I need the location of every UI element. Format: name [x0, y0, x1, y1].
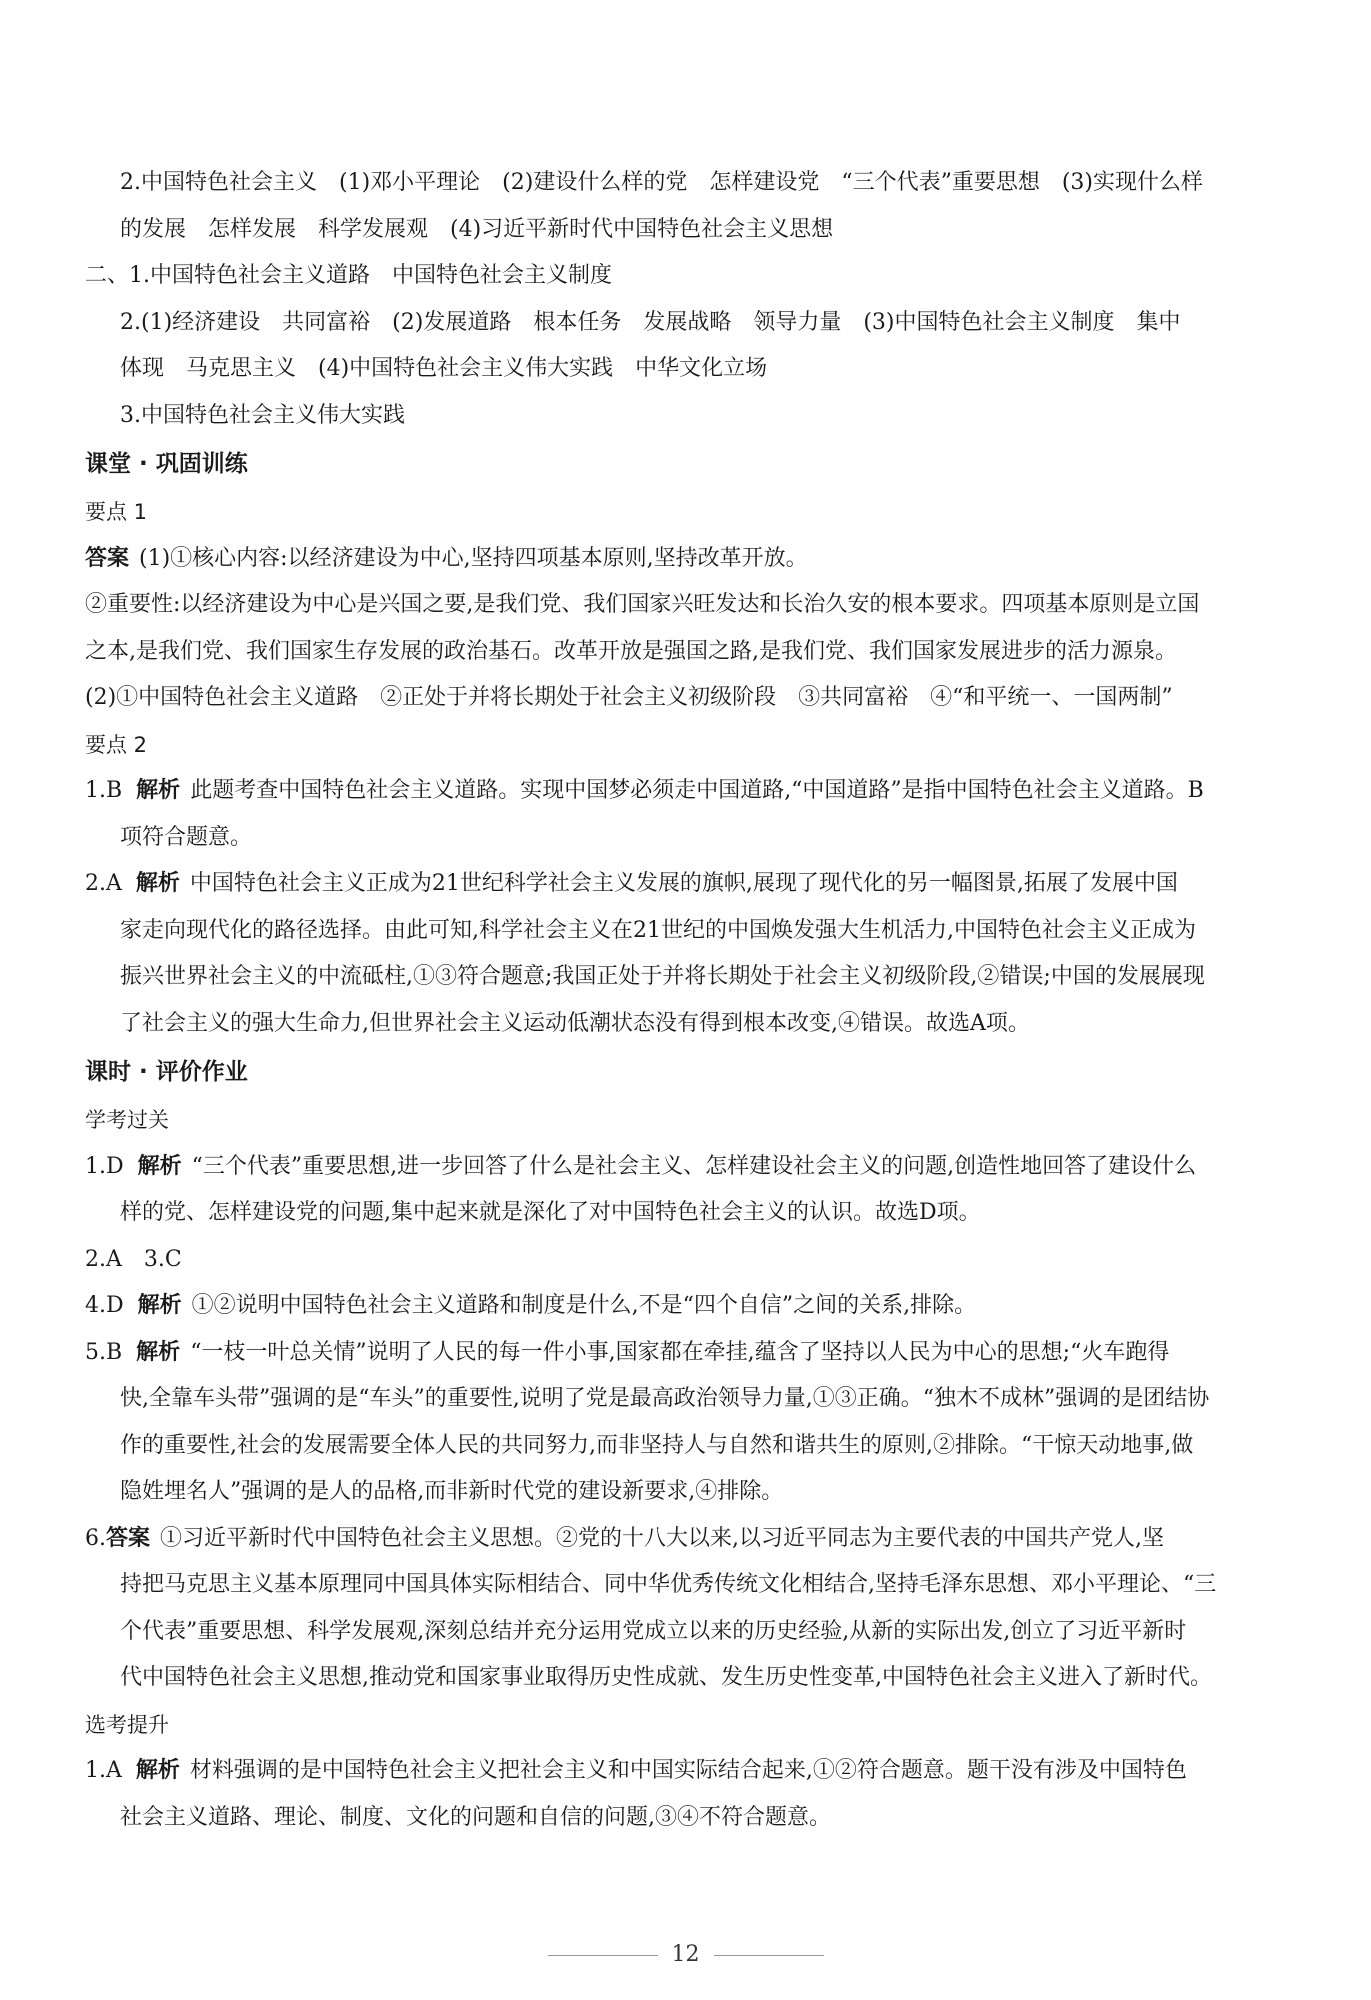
answer-line: 2.中国特色社会主义 (1)邓小平理论 (2)建设什么样的党 怎样建设党 “三个代表”重要思想 (3)实现什么样 [120, 170, 1203, 195]
section-heading-homework: 课时 · 评价作业 [85, 1059, 248, 1085]
text: “三个代表”重要思想,进一步回答了什么是社会主义、怎样建设社会主义的问题,创造性地回答了建设什么 [191, 1153, 1197, 1179]
text: 此题考查中国特色社会主义道路。实现中国梦必须走中国道路,“中国道路”是指中国特色社会主义道路。B [190, 778, 1204, 803]
point1-line: ②重要性:以经济建设为中心是兴国之要,是我们党、我们国家兴旺发达和长治久安的根本要求。四项基本原则是立国 [85, 592, 1200, 617]
analysis-label: 解析 [137, 1153, 182, 1179]
question-line: 振兴世界社会主义的中流砥柱,①③符合题意;我国正处于并将长期处于社会主义初级阶段,②错误;中国的发展展现 [120, 964, 1205, 989]
question-line [85, 768, 1245, 815]
question-line: 2.A 3.C [85, 1246, 182, 1272]
analysis-label: 解析 [136, 778, 181, 803]
page-footer [0, 1942, 1371, 1967]
question-line: 社会主义道路、理论、制度、文化的问题和自信的问题,③④不符合题意。 [120, 1804, 831, 1830]
question-line: 快,全靠车头带”强调的是“车头”的重要性,说明了党是最高政治领导力量,①③正确。“独木不成林”强调的是团结协 [120, 1386, 1210, 1411]
text: 材料强调的是中国特色社会主义把社会主义和中国实际结合起来,①②符合题意。题干没有涉及中国特色 [189, 1758, 1187, 1783]
text: (1)①核心内容:以经济建设为中心,坚持四项基本原则,坚持改革开放。 [139, 545, 808, 571]
point1-line: (2)①中国特色社会主义道路 ②正处于并将长期处于社会主义初级阶段 ③共同富裕 ④“和平统一、一国两制” [85, 685, 1173, 710]
question-line: 样的党、怎样建设党的问题,集中起来就是深化了对中国特色社会主义的认识。故选D项。 [120, 1200, 981, 1225]
question-line [85, 1283, 1245, 1330]
question-line: 代中国特色社会主义思想,推动党和国家事业取得历史性成就、发生历史性变革,中国特色社会主义进入了新时代。 [120, 1665, 1212, 1690]
question-number: 1.D [85, 1153, 124, 1179]
subheading-xkts: 选考提升 [85, 1712, 169, 1737]
question-line [85, 1748, 1245, 1795]
answer-line: 二、1.中国特色社会主义道路 中国特色社会主义制度 [85, 263, 612, 288]
question-number: 4.D [85, 1293, 124, 1318]
answer-label: 答案 [85, 545, 130, 571]
answer-line: 的发展 怎样发展 科学发展观 (4)习近平新时代中国特色社会主义思想 [120, 216, 834, 242]
question-line [85, 1330, 1245, 1377]
point1-line: 之本,是我们党、我们国家生存发展的政治基石。改革开放是强国之路,是我们党、我们国家发展进步的活力源泉。 [85, 638, 1177, 664]
analysis-label: 解析 [135, 871, 180, 896]
question-number: 2.A [85, 871, 122, 896]
question-line: 隐姓埋名人”强调的是人的品格,而非新时代党的建设新要求,④排除。 [120, 1479, 784, 1504]
answer-line: 体现 马克思主义 (4)中国特色社会主义伟大实践 中华文化立场 [120, 356, 768, 381]
question-line: 家走向现代化的路径选择。由此可知,科学社会主义在21世纪的中国焕发强大生机活力,中国特色社会主义正成为 [120, 917, 1196, 943]
subheading-point2: 要点 2 [85, 732, 148, 757]
question-number: 1.A [85, 1758, 122, 1783]
analysis-label: 解析 [136, 1339, 181, 1365]
subheading-xk: 学考过关 [85, 1108, 169, 1132]
footer-rule-left [548, 1955, 658, 1956]
question-line: 项符合题意。 [120, 824, 253, 850]
question-number: 6. [85, 1525, 106, 1551]
question-line [85, 1516, 1245, 1563]
question-line [85, 1144, 1245, 1191]
page-number: 12 [671, 1942, 700, 1967]
text: ①习近平新时代中国特色社会主义思想。②党的十八大以来,以习近平同志为主要代表的中国共产党人,坚 [160, 1525, 1165, 1551]
section-heading-classroom: 课堂 · 巩固训练 [85, 451, 248, 477]
analysis-label: 解析 [137, 1293, 182, 1318]
text: “一枝一叶总关情”说明了人民的每一件小事,国家都在牵挂,蕴含了坚持以人民为中心的思想;“火车跑得 [190, 1339, 1170, 1365]
question-line: 个代表”重要思想、科学发展观,深刻总结并充分运用党成立以来的历史经验,从新的实际出发,创立了习近平新时 [120, 1618, 1187, 1644]
footer-rule-right [714, 1955, 824, 1956]
question-number: 5.B [85, 1339, 123, 1365]
question-line: 了社会主义的强大生命力,但世界社会主义运动低潮状态没有得到根本改变,④错误。故选A项。 [120, 1010, 1030, 1036]
question-line: 持把马克思主义基本原理同中国具体实际相结合、同中华优秀传统文化相结合,坚持毛泽东思想、邓小平理论、“三 [120, 1572, 1217, 1597]
answer-label: 答案 [106, 1525, 151, 1551]
question-line: 作的重要性,社会的发展需要全体人民的共同努力,而非坚持人与自然和谐共生的原则,②排除。“干惊天动地事,做 [120, 1432, 1194, 1458]
analysis-label: 解析 [135, 1758, 180, 1783]
answer-line: 2.(1)经济建设 共同富裕 (2)发展道路 根本任务 发展战略 领导力量 (3)中国特色社会主义制度 集中 [120, 309, 1181, 335]
point1-answer-line [85, 536, 1245, 583]
question-line [85, 861, 1245, 908]
subheading-point1: 要点 1 [85, 500, 148, 524]
text: 中国特色社会主义正成为21世纪科学社会主义发展的旗帜,展现了现代化的另一幅图景,拓展了发展中国 [189, 871, 1178, 896]
text: ①②说明中国特色社会主义道路和制度是什么,不是“四个自信”之间的关系,排除。 [191, 1293, 977, 1318]
question-number: 1.B [85, 778, 123, 803]
answer-page [85, 160, 1245, 1841]
answer-line: 3.中国特色社会主义伟大实践 [120, 402, 405, 428]
